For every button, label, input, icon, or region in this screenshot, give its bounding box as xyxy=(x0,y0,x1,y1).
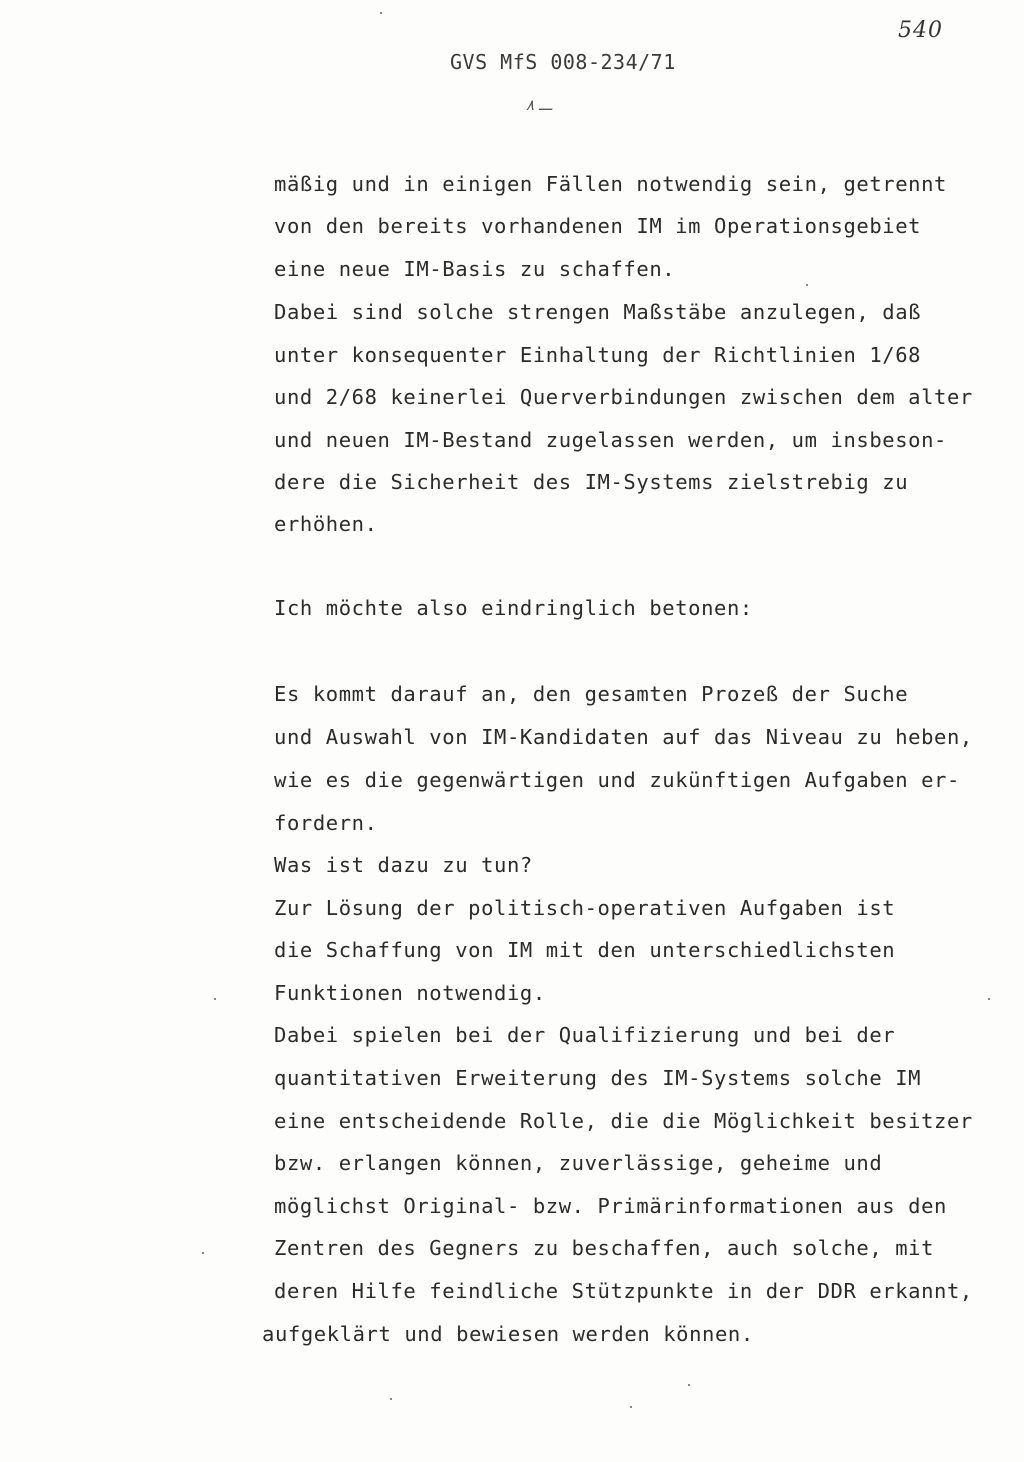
body-line: möglichst Original- bzw. Primärinformationen aus den xyxy=(274,1194,947,1218)
body-line: Dabei sind solche strengen Maßstäbe anzulegen, daß xyxy=(274,300,922,324)
document-reference: GVS MfS 008-234/71 xyxy=(450,50,676,74)
page-number: 540 xyxy=(898,18,943,43)
scan-speck xyxy=(806,284,808,286)
body-line: erhöhen. xyxy=(274,512,378,536)
scan-speck xyxy=(630,1406,632,1408)
body-line: die Schaffung von IM mit den unterschiedlichsten xyxy=(274,938,896,962)
body-line: Dabei spielen bei der Qualifizierung und bei der xyxy=(274,1023,896,1047)
body-line: fordern. xyxy=(274,811,378,835)
body-line: Ich möchte also eindringlich betonen: xyxy=(274,596,753,620)
body-line: eine entscheidende Rolle, die die Möglichkeit besitzer xyxy=(274,1109,973,1133)
body-line: Zur Lösung der politisch-operativen Aufgaben ist xyxy=(274,896,896,920)
body-line: mäßig und in einigen Fällen notwendig sein, getrennt xyxy=(274,172,947,196)
body-line: wie es die gegenwärtigen und zukünftigen Aufgaben er- xyxy=(274,768,960,792)
body-line: aufgeklärt und bewiesen werden können. xyxy=(262,1322,754,1346)
scan-speck xyxy=(688,1384,690,1386)
body-line: unter konsequenter Einhaltung der Richtlinien 1/68 xyxy=(274,343,922,367)
body-line: bzw. erlangen können, zuverlässige, geheime und xyxy=(274,1151,883,1175)
body-line: und neuen IM-Bestand zugelassen werden, um insbeson- xyxy=(274,428,947,452)
scan-speck xyxy=(202,1252,204,1254)
body-line: von den bereits vorhandenen IM im Operationsgebiet xyxy=(274,214,922,238)
body-line: deren Hilfe feindliche Stützpunkte in der DDR erkannt, xyxy=(274,1279,973,1303)
body-line: Funktionen notwendig. xyxy=(274,981,546,1005)
body-line: quantitativen Erweiterung des IM-Systems solche IM xyxy=(274,1066,922,1090)
body-line: Zentren des Gegners zu beschaffen, auch solche, mit xyxy=(274,1236,935,1260)
scan-speck xyxy=(214,998,216,1000)
body-line: Es kommt darauf an, den gesamten Prozeß der Suche xyxy=(274,682,909,706)
body-line: Was ist dazu zu tun? xyxy=(274,853,533,877)
body-line: und 2/68 keinerlei Querverbindungen zwischen dem alter xyxy=(274,385,973,409)
body-line: und Auswahl von IM-Kandidaten auf das Niveau zu heben, xyxy=(274,725,973,749)
handwritten-mark: ـــ ٨ xyxy=(526,96,553,114)
scan-speck xyxy=(380,12,382,14)
body-line: dere die Sicherheit des IM-Systems zielstrebig zu xyxy=(274,470,909,494)
scan-speck xyxy=(390,1398,392,1400)
body-line: eine neue IM-Basis zu schaffen. xyxy=(274,257,676,281)
scan-speck xyxy=(988,998,990,1000)
